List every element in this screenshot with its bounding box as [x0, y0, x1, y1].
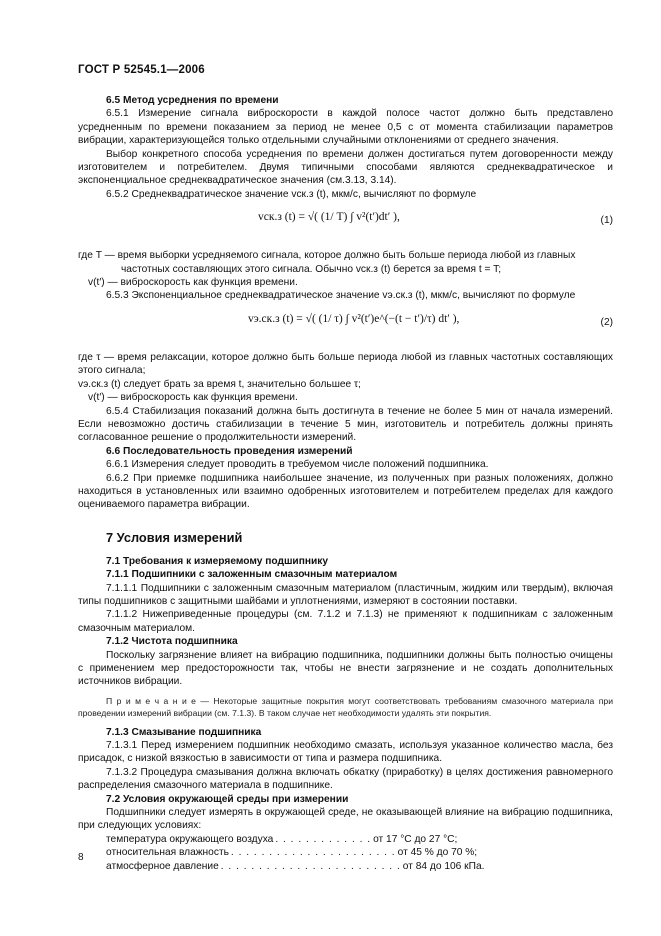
paragraph-6-6-1: 6.6.1 Измерения следует проводить в требуемом числе положений подшипника.	[106, 459, 489, 471]
formula-1	[78, 205, 613, 245]
paragraph-7-1-1-1: 7.1.1.1 Подшипники с заложенным смазочным материалом (пластичным, жидким или твердым), включая типы подшипников с защитными шайбами и уплотнениями, измеряют в состоянии поставки.	[78, 582, 613, 607]
section-7-1-3-title: 7.1.3 Смазывание подшипника	[106, 726, 262, 738]
formula-2-definitions	[78, 351, 613, 405]
definition-T-continued: частотных составляющих этого сигнала. Обычно vск.з (t) берется за время t = T;	[121, 263, 502, 275]
formula-1-definitions	[78, 249, 613, 289]
formula-1-expression: vск.з (t) = √( (1/ T) ∫ v²(t′)dt′ ),	[258, 211, 400, 224]
page-number: 8	[78, 852, 84, 863]
paragraph-7-1-3-2: 7.1.3.2 Процедура смазывания должна включать обкатку (приработку) в целях достижения равномерного распределения смазочного материала в подшипнике.	[78, 766, 613, 792]
paragraph-7-1-3-1: 7.1.3.1 Перед измерением подшипник необходимо смазать, используя указанное количество масла, без присадок, с низкой вязкостью в зависимости от типа и размера подшипника.	[78, 740, 613, 765]
condition-value: от 17 °С до 27 °С;	[373, 833, 458, 845]
condition-value: от 45 % до 70 %;	[397, 847, 478, 859]
formula-2-expression: vэ.ск.з (t) = √( (1/ τ) ∫ v²(t′)e^(−(t − t′)/τ) dt′ ),	[248, 312, 460, 325]
definition-v-time: v(t′) — виброскорость как функция времени.	[88, 392, 298, 404]
condition-label: относительная влажность	[106, 847, 229, 859]
condition-pressure	[78, 860, 613, 873]
page-body	[78, 94, 613, 873]
paragraph-6-5-1-choice: Выбор конкретного способа усреднения по времени должен достигаться путем договоренности между изготовителем и потребителем. Двумя типичными способами являются среднеквадратическое и экспоненциальное среднеквадратическое значения (см.3.13, 3.14).	[78, 148, 613, 187]
condition-label: атмосферное давление	[106, 860, 219, 872]
condition-label: температура окружающего воздуха	[106, 833, 274, 845]
leader-dots: . . . . . . . . . . . . . . . . . . . . . . . .	[220, 860, 401, 872]
leader-dots: . . . . . . . . . . . . .	[275, 833, 372, 845]
condition-value: от 84 до 106 кПа.	[402, 860, 485, 872]
paragraph-7-2: Подшипники следует измерять в окружающей среде, не оказывающей влияние на вибрацию подшипника, при следующих условиях:	[78, 807, 613, 832]
paragraph-6-5-3: 6.5.3 Экспоненциальное среднеквадратическое значение vэ.ск.з (t), мкм/с, вычисляют по формуле	[106, 290, 576, 302]
paragraph-7-1-2: Поскольку загрязнение влияет на вибрацию подшипника, подшипники должны быть полностью очищены с применением мер предосторожности так, чтобы не внести загрязнение и не создать дополнительных источников вибрации.	[78, 649, 613, 688]
paragraph-7-1-1-2: 7.1.1.2 Нижеприведенные процедуры (см. 7.1.2 и 7.1.3) не применяют к подшипникам с заложенным смазочным материалом.	[78, 609, 613, 634]
condition-temperature	[78, 833, 613, 846]
definition-v-exp: vэ.ск.з (t) следует брать за время t, значительно большее τ;	[78, 378, 361, 390]
section-6-6-title: 6.6 Последовательность проведения измерений	[106, 445, 353, 457]
section-7-1-2-title: 7.1.2 Чистота подшипника	[106, 636, 238, 648]
section-7-title: 7 Условия измерений	[106, 529, 243, 545]
paragraph-6-6-2: 6.6.2 При приемке подшипника наибольшее значение, из полученных при разных положениях, должно находиться в установленных или взаимно одобренных изготовителем и потребителем пределах для каждого оцениваемого параметра вибрации.	[78, 472, 613, 511]
section-6-5-title: 6.5 Метод усреднения по времени	[106, 95, 279, 106]
definition-tau: где τ — время релаксации, которое должно быть больше периода любой из главных частотных составляющих этого сигнала;	[78, 351, 613, 377]
section-7-1-title: 7.1 Требования к измеряемому подшипнику	[106, 555, 329, 567]
formula-2	[78, 307, 613, 347]
section-7-1-1-title: 7.1.1 Подшипники с заложенным смазочным материалом	[106, 569, 398, 581]
note-protective-coatings: П р и м е ч а н и е — Некоторые защитные покрытия могут соответствовать требованиям смазочного материала при проведении измерений вибрации (см. 7.1.3). В таком случае нет необходимости удалять эти покрытия.	[78, 695, 613, 719]
section-7-2-title: 7.2 Условия окружающей среды при измерении	[106, 793, 349, 805]
leader-dots: . . . . . . . . . . . . . . . . . . . . . .	[230, 847, 396, 859]
definition-v: v(t′) — виброскорость как функция времени.	[88, 277, 298, 289]
document-header: ГОСТ Р 52545.1—2006	[78, 64, 205, 76]
paragraph-6-5-2: 6.5.2 Среднеквадратическое значение vск.з (t), мкм/с, вычисляют по формуле	[106, 188, 477, 200]
paragraph-6-5-1: 6.5.1 Измерение сигнала виброскорости в каждой полосе частот должно быть представлено усредненным по времени показанием за период не менее 0,5 с от момента стабилизации параметров вибрации, характеризующейся только отдельными случайными отклонениями от среднего значения.	[78, 108, 613, 147]
paragraph-6-5-4: 6.5.4 Стабилизация показаний должна быть достигнута в течение не более 5 мин от начала измерений. Если невозможно достичь стабилизации в течение 5 мин, изготовитель и потребитель должны принять согласованное решение о продолжительности измерений.	[78, 405, 613, 444]
definition-T: где T — время выборки усредняемого сигнала, которое должно быть больше периода любой из главных	[78, 250, 576, 262]
formula-1-number: (1)	[600, 215, 613, 227]
formula-2-number: (2)	[600, 316, 613, 328]
condition-humidity	[78, 846, 613, 859]
